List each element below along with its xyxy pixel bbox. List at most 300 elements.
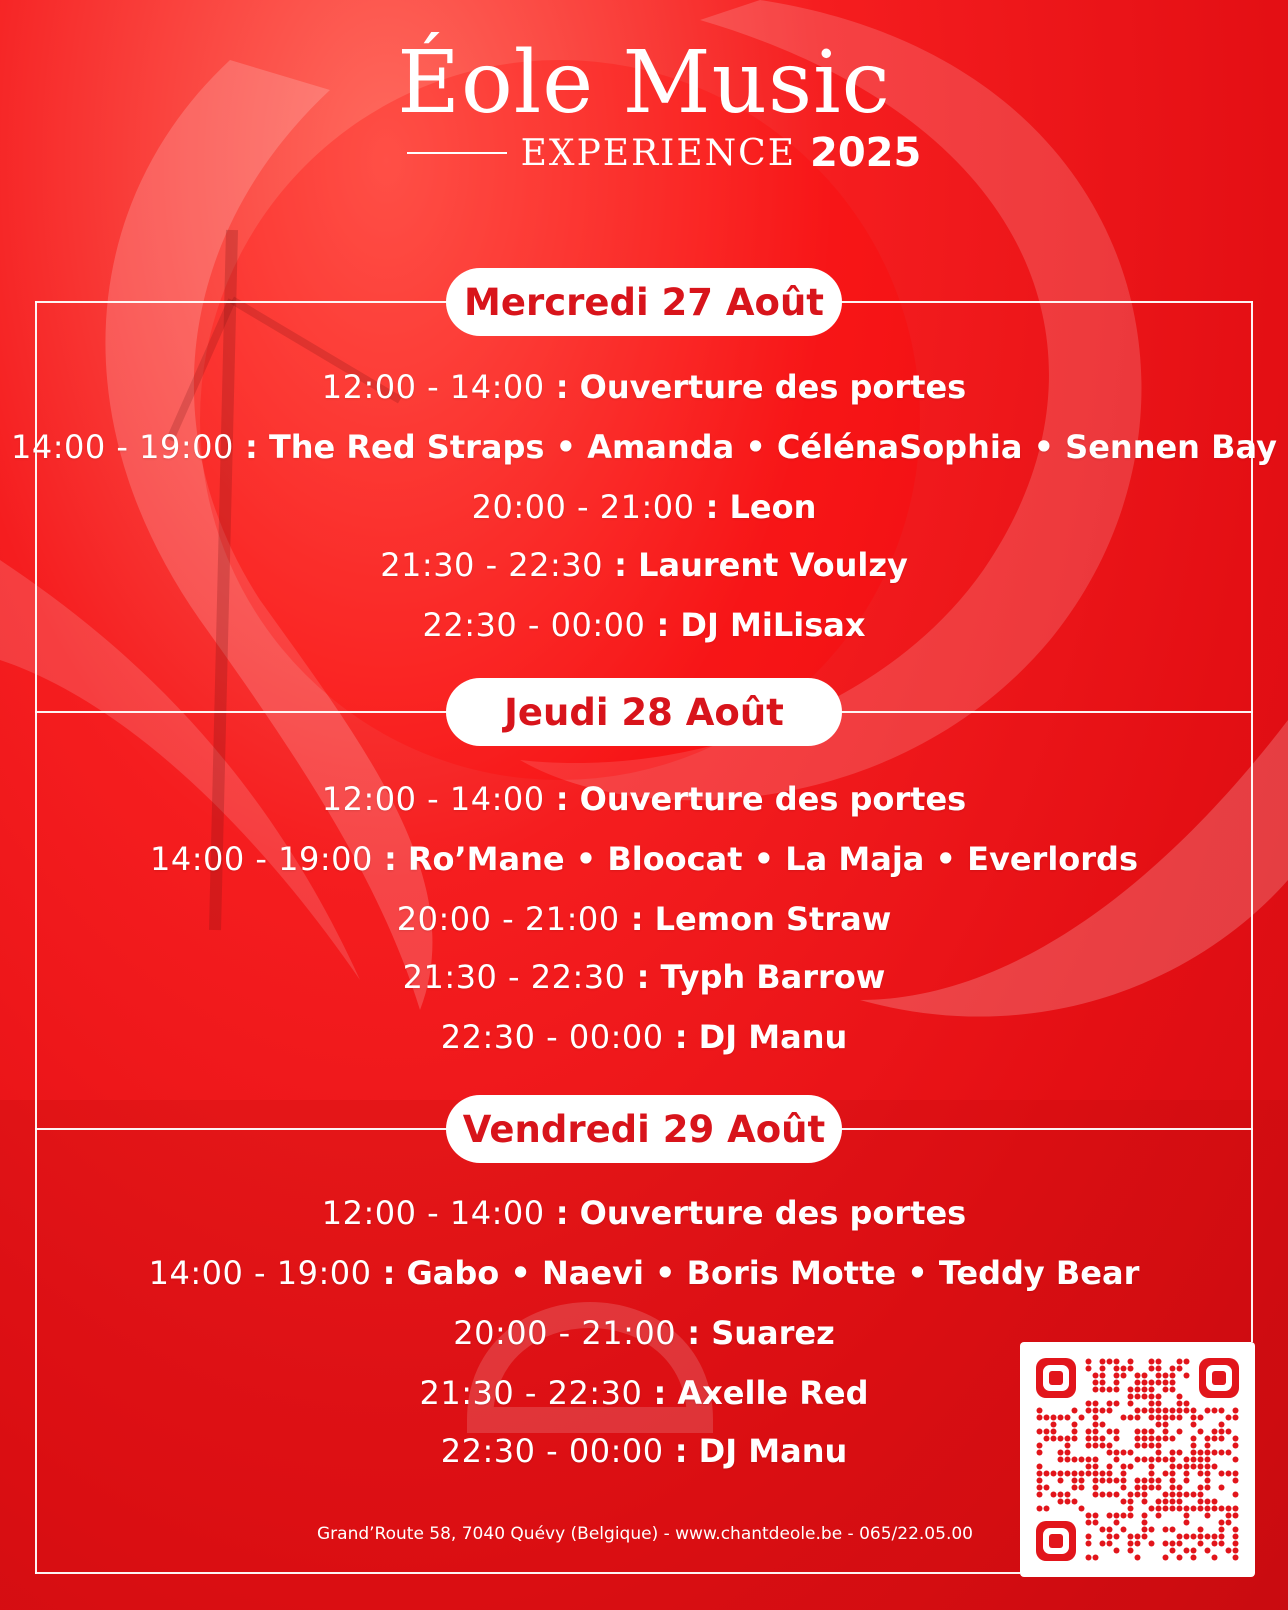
qr-module [1086, 1555, 1092, 1561]
qr-module [1107, 1387, 1113, 1393]
qr-module [1184, 1373, 1190, 1379]
qr-module [1219, 1429, 1225, 1435]
schedule-row: 22:30 - 00:00 : DJ Manu [440, 1432, 848, 1470]
qr-module [1086, 1359, 1092, 1365]
qr-module [1058, 1471, 1064, 1477]
qr-module [1037, 1408, 1043, 1414]
qr-module [1093, 1443, 1099, 1449]
qr-module [1114, 1534, 1120, 1540]
qr-module [1156, 1513, 1162, 1519]
qr-module [1163, 1527, 1169, 1533]
qr-module [1177, 1506, 1183, 1512]
qr-module [1135, 1485, 1141, 1491]
qr-module [1037, 1450, 1043, 1456]
qr-module [1093, 1387, 1099, 1393]
qr-module [1072, 1499, 1078, 1505]
qr-module [1072, 1408, 1078, 1414]
qr-module [1114, 1520, 1120, 1526]
qr-module [1191, 1506, 1197, 1512]
qr-module [1191, 1422, 1197, 1428]
qr-module [1163, 1436, 1169, 1442]
qr-module [1233, 1541, 1239, 1547]
qr-module [1205, 1534, 1211, 1540]
qr-module [1156, 1373, 1162, 1379]
qr-module [1058, 1436, 1064, 1442]
qr-module [1065, 1499, 1071, 1505]
qr-module [1163, 1429, 1169, 1435]
qr-module [1163, 1457, 1169, 1463]
qr-module [1163, 1373, 1169, 1379]
qr-module [1219, 1436, 1225, 1442]
qr-module [1226, 1506, 1232, 1512]
qr-module [1149, 1478, 1155, 1484]
qr-module [1142, 1478, 1148, 1484]
qr-module [1156, 1450, 1162, 1456]
qr-module [1156, 1401, 1162, 1407]
qr-module [1163, 1380, 1169, 1386]
qr-module [1044, 1415, 1050, 1421]
qr-module [1156, 1436, 1162, 1442]
qr-module [1044, 1506, 1050, 1512]
qr-module [1177, 1534, 1183, 1540]
qr-module [1156, 1457, 1162, 1463]
qr-module [1086, 1513, 1092, 1519]
qr-module [1079, 1457, 1085, 1463]
qr-module [1149, 1485, 1155, 1491]
qr-module [1093, 1436, 1099, 1442]
qr-module [1037, 1415, 1043, 1421]
qr-module [1170, 1380, 1176, 1386]
qr-module [1107, 1464, 1113, 1470]
qr-module [1233, 1513, 1239, 1519]
qr-module [1205, 1471, 1211, 1477]
schedule-row: 20:00 - 21:00 : Lemon Straw [396, 900, 892, 938]
qr-module [1107, 1401, 1113, 1407]
qr-module [1107, 1478, 1113, 1484]
qr-module [1191, 1450, 1197, 1456]
qr-module [1037, 1464, 1043, 1470]
qr-module [1170, 1464, 1176, 1470]
qr-module [1191, 1555, 1197, 1561]
qr-module [1135, 1436, 1141, 1442]
qr-module [1191, 1534, 1197, 1540]
qr-module [1100, 1408, 1106, 1414]
qr-module [1086, 1534, 1092, 1540]
qr-module [1212, 1429, 1218, 1435]
schedule-row: 20:00 - 21:00 : Suarez [453, 1314, 835, 1352]
qr-module [1177, 1366, 1183, 1372]
qr-module [1205, 1485, 1211, 1491]
qr-module [1177, 1394, 1183, 1400]
qr-module [1184, 1506, 1190, 1512]
qr-module [1191, 1408, 1197, 1414]
qr-module [1212, 1408, 1218, 1414]
qr-module [1114, 1380, 1120, 1386]
qr-module [1114, 1366, 1120, 1372]
qr-module [1191, 1548, 1197, 1554]
qr-module [1079, 1485, 1085, 1491]
qr-module [1142, 1520, 1148, 1526]
qr-module [1212, 1555, 1218, 1561]
qr-module [1205, 1457, 1211, 1463]
qr-module [1149, 1380, 1155, 1386]
qr-module [1058, 1415, 1064, 1421]
qr-module [1170, 1450, 1176, 1456]
qr-module [1170, 1548, 1176, 1554]
qr-module [1037, 1429, 1043, 1435]
qr-module [1142, 1527, 1148, 1533]
qr-module [1114, 1513, 1120, 1519]
qr-module [1226, 1548, 1232, 1554]
qr-module [1198, 1485, 1204, 1491]
qr-module [1065, 1415, 1071, 1421]
qr-module [1100, 1527, 1106, 1533]
qr-module [1142, 1436, 1148, 1442]
qr-module [1149, 1527, 1155, 1533]
qr-module [1093, 1478, 1099, 1484]
qr-module [1128, 1401, 1134, 1407]
qr-module [1037, 1478, 1043, 1484]
qr-module [1170, 1387, 1176, 1393]
qr-module [1100, 1380, 1106, 1386]
qr-module [1233, 1506, 1239, 1512]
qr-module [1219, 1471, 1225, 1477]
qr-module [1191, 1457, 1197, 1463]
qr-module [1191, 1492, 1197, 1498]
qr-module [1114, 1450, 1120, 1456]
qr-module [1205, 1478, 1211, 1484]
qr-module [1065, 1443, 1071, 1449]
qr-module [1177, 1499, 1183, 1505]
qr-module [1051, 1492, 1057, 1498]
qr-module [1093, 1555, 1099, 1561]
qr-module [1184, 1520, 1190, 1526]
day-heading-3: Vendredi 29 Août [446, 1095, 842, 1163]
qr-module [1149, 1366, 1155, 1372]
qr-module [1128, 1541, 1134, 1547]
qr-module [1226, 1513, 1232, 1519]
qr-module [1051, 1429, 1057, 1435]
qr-module [1198, 1471, 1204, 1477]
qr-module [1037, 1506, 1043, 1512]
qr-module [1114, 1401, 1120, 1407]
qr-module [1198, 1506, 1204, 1512]
qr-module [1163, 1387, 1169, 1393]
qr-module [1156, 1499, 1162, 1505]
qr-module [1149, 1471, 1155, 1477]
qr-module [1233, 1527, 1239, 1533]
qr-module [1205, 1450, 1211, 1456]
qr-module [1100, 1541, 1106, 1547]
qr-module [1156, 1422, 1162, 1428]
qr-module [1156, 1366, 1162, 1372]
qr-module [1212, 1464, 1218, 1470]
qr-module [1107, 1359, 1113, 1365]
qr-module [1135, 1394, 1141, 1400]
qr-module [1072, 1485, 1078, 1491]
qr-module [1163, 1541, 1169, 1547]
schedule-row: 21:30 - 22:30 : Laurent Voulzy [380, 546, 908, 584]
qr-module [1135, 1415, 1141, 1421]
qr-module [1086, 1464, 1092, 1470]
qr-module [1128, 1513, 1134, 1519]
qr-module [1114, 1436, 1120, 1442]
qr-module [1114, 1492, 1120, 1498]
qr-module [1198, 1534, 1204, 1540]
qr-module [1128, 1534, 1134, 1540]
qr-module [1037, 1443, 1043, 1449]
qr-module [1100, 1366, 1106, 1372]
qr-module [1086, 1408, 1092, 1414]
qr-module [1065, 1492, 1071, 1498]
logo-year: 2025 [810, 130, 922, 176]
qr-module [1142, 1492, 1148, 1498]
qr-module [1107, 1492, 1113, 1498]
qr-module [1107, 1513, 1113, 1519]
schedule-row: 12:00 - 14:00 : Ouverture des portes [321, 780, 967, 818]
qr-module [1212, 1450, 1218, 1456]
qr-module [1170, 1366, 1176, 1372]
qr-module [1177, 1359, 1183, 1365]
qr-module [1163, 1471, 1169, 1477]
qr-module [1233, 1478, 1239, 1484]
qr-module [1205, 1499, 1211, 1505]
qr-module [1135, 1478, 1141, 1484]
qr-module [1212, 1534, 1218, 1540]
qr-module [1156, 1485, 1162, 1491]
qr-module [1156, 1415, 1162, 1421]
qr-module [1177, 1485, 1183, 1491]
qr-module [1163, 1492, 1169, 1498]
qr-module [1142, 1513, 1148, 1519]
qr-module [1198, 1457, 1204, 1463]
qr-module [1219, 1485, 1225, 1491]
qr-module [1170, 1415, 1176, 1421]
qr-module [1072, 1478, 1078, 1484]
qr-module [1093, 1471, 1099, 1477]
qr-module [1100, 1373, 1106, 1379]
qr-module [1065, 1450, 1071, 1456]
qr-module [1205, 1436, 1211, 1442]
qr-module [1093, 1380, 1099, 1386]
qr-module [1233, 1492, 1239, 1498]
qr-module [1170, 1436, 1176, 1442]
schedule-row: 21:30 - 22:30 : Axelle Red [419, 1374, 869, 1412]
qr-module [1107, 1429, 1113, 1435]
qr-module [1072, 1457, 1078, 1463]
qr-module [1135, 1534, 1141, 1540]
qr-module [1170, 1478, 1176, 1484]
qr-module [1121, 1485, 1127, 1491]
qr-module [1184, 1408, 1190, 1414]
qr-module [1065, 1436, 1071, 1442]
qr-module [1191, 1443, 1197, 1449]
qr-module [1114, 1373, 1120, 1379]
qr-module [1177, 1464, 1183, 1470]
schedule-row: 12:00 - 14:00 : Ouverture des portes [321, 1194, 967, 1232]
qr-module [1037, 1471, 1043, 1477]
qr-module [1156, 1394, 1162, 1400]
qr-module [1142, 1373, 1148, 1379]
qr-module [1135, 1387, 1141, 1393]
qr-module [1156, 1380, 1162, 1386]
qr-module [1191, 1436, 1197, 1442]
qr-module [1037, 1492, 1043, 1498]
qr-module [1093, 1429, 1099, 1435]
qr-module [1135, 1429, 1141, 1435]
qr-module [1233, 1443, 1239, 1449]
qr-module [1121, 1527, 1127, 1533]
qr-module [1044, 1471, 1050, 1477]
qr-module [1170, 1499, 1176, 1505]
qr-module [1093, 1401, 1099, 1407]
qr-module [1156, 1478, 1162, 1484]
qr-module [1184, 1534, 1190, 1540]
qr-module [1177, 1555, 1183, 1561]
qr-module [1128, 1387, 1134, 1393]
qr-module [1149, 1506, 1155, 1512]
qr-module [1100, 1422, 1106, 1428]
qr-module [1135, 1373, 1141, 1379]
qr-module [1149, 1408, 1155, 1414]
qr-module [1149, 1401, 1155, 1407]
qr-module [1114, 1457, 1120, 1463]
qr-module [1121, 1450, 1127, 1456]
qr-module [1114, 1387, 1120, 1393]
qr-module [1156, 1506, 1162, 1512]
qr-module [1170, 1485, 1176, 1491]
qr-module [1093, 1422, 1099, 1428]
qr-module [1142, 1387, 1148, 1393]
qr-module [1163, 1415, 1169, 1421]
qr-module [1233, 1471, 1239, 1477]
qr-module [1198, 1450, 1204, 1456]
qr-module [1149, 1443, 1155, 1449]
qr-module [1170, 1373, 1176, 1379]
qr-module [1065, 1471, 1071, 1477]
qr-module [1051, 1422, 1057, 1428]
qr-module [1156, 1359, 1162, 1365]
qr-module [1100, 1471, 1106, 1477]
qr-module [1128, 1464, 1134, 1470]
qr-module [1177, 1450, 1183, 1456]
qr-module [1093, 1492, 1099, 1498]
logo-subtitle [0, 130, 1288, 176]
qr-module [1219, 1541, 1225, 1547]
qr-module [1086, 1457, 1092, 1463]
day-heading-1: Mercredi 27 Août [446, 268, 842, 336]
logo-divider [407, 152, 507, 154]
schedule-row: 14:00 - 19:00 : Gabo • Naevi • Boris Motte • Teddy Bear [148, 1254, 1140, 1292]
qr-module [1205, 1513, 1211, 1519]
qr-module [1219, 1450, 1225, 1456]
qr-module [1121, 1415, 1127, 1421]
qr-module [1184, 1513, 1190, 1519]
qr-module [1219, 1534, 1225, 1540]
qr-module [1184, 1548, 1190, 1554]
qr-module [1121, 1478, 1127, 1484]
qr-module [1107, 1450, 1113, 1456]
qr-module [1051, 1436, 1057, 1442]
day-heading-2: Jeudi 28 Août [446, 678, 842, 746]
qr-module [1128, 1450, 1134, 1456]
schedule-row: 12:00 - 14:00 : Ouverture des portes [321, 368, 967, 406]
qr-module [1219, 1422, 1225, 1428]
qr-module [1177, 1541, 1183, 1547]
logo-experience: EXPERIENCE [520, 132, 796, 174]
qr-module [1079, 1415, 1085, 1421]
qr-module [1079, 1471, 1085, 1477]
qr-module [1086, 1471, 1092, 1477]
qr-module [1093, 1415, 1099, 1421]
qr-module [1205, 1464, 1211, 1470]
qr-module [1233, 1534, 1239, 1540]
qr-module [1135, 1541, 1141, 1547]
qr-module [1086, 1436, 1092, 1442]
qr-module [1156, 1408, 1162, 1414]
qr-module [1184, 1478, 1190, 1484]
qr-module [1170, 1541, 1176, 1547]
qr-module [1142, 1394, 1148, 1400]
qr-module [1184, 1464, 1190, 1470]
qr-module [1142, 1443, 1148, 1449]
qr-module [1093, 1408, 1099, 1414]
qr-module [1135, 1457, 1141, 1463]
qr-module [1107, 1471, 1113, 1477]
schedule-row: 21:30 - 22:30 : Typh Barrow [402, 958, 886, 996]
qr-module [1149, 1464, 1155, 1470]
qr-module [1198, 1464, 1204, 1470]
qr-module [1191, 1415, 1197, 1421]
qr-module [1107, 1534, 1113, 1540]
qr-module [1093, 1513, 1099, 1519]
qr-module [1114, 1478, 1120, 1484]
qr-module [1135, 1408, 1141, 1414]
qr-module [1212, 1499, 1218, 1505]
qr-module [1086, 1401, 1092, 1407]
qr-module [1184, 1401, 1190, 1407]
qr-module [1142, 1499, 1148, 1505]
qr-module [1233, 1457, 1239, 1463]
qr-module [1184, 1359, 1190, 1365]
qr-module [1142, 1408, 1148, 1414]
schedule-row: 22:30 - 00:00 : DJ MiLisax [422, 606, 866, 644]
qr-module [1177, 1429, 1183, 1435]
qr-module [1142, 1429, 1148, 1435]
qr-module [1219, 1527, 1225, 1533]
qr-module [1128, 1366, 1134, 1372]
qr-module [1086, 1366, 1092, 1372]
qr-module [1044, 1429, 1050, 1435]
qr-module [1128, 1359, 1134, 1365]
qr-module [1051, 1415, 1057, 1421]
qr-code[interactable] [1020, 1342, 1255, 1577]
qr-module [1086, 1429, 1092, 1435]
qr-module [1093, 1457, 1099, 1463]
qr-module [1100, 1387, 1106, 1393]
qr-module [1226, 1450, 1232, 1456]
qr-module [1128, 1548, 1134, 1554]
qr-module [1107, 1408, 1113, 1414]
qr-module [1093, 1485, 1099, 1491]
qr-module [1212, 1506, 1218, 1512]
qr-module [1170, 1492, 1176, 1498]
qr-module [1163, 1408, 1169, 1414]
qr-module [1205, 1408, 1211, 1414]
qr-module [1128, 1492, 1134, 1498]
qr-code-icon [1032, 1354, 1243, 1565]
qr-module [1212, 1436, 1218, 1442]
